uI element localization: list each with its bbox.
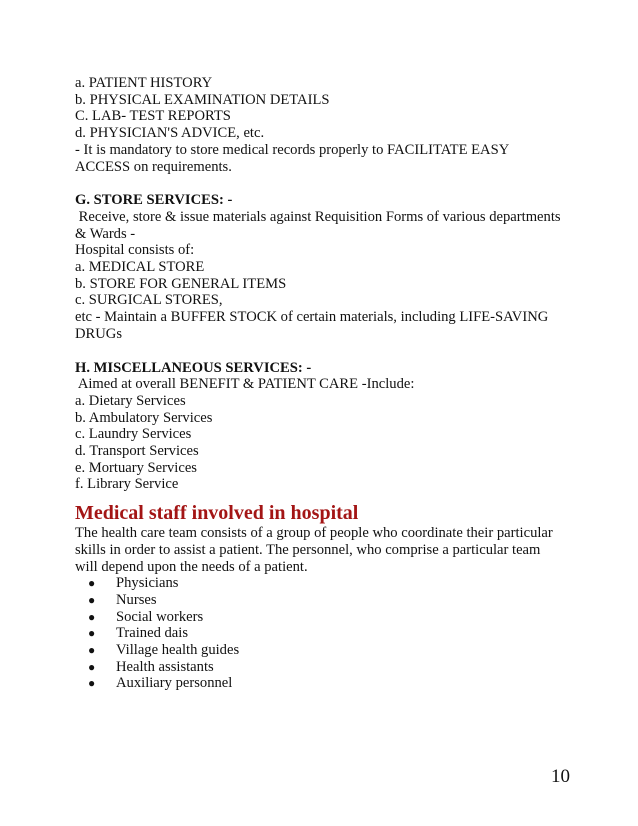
list-item [88, 675, 575, 692]
list-item-label: Health assistants [116, 658, 214, 675]
misc-item: d. Transport Services [75, 443, 199, 460]
misc-item: e. Mortuary Services [75, 459, 197, 476]
store-note-line: etc - Maintain a BUFFER STOCK of certain materials, including LIFE-SAVING [75, 309, 549, 326]
records-item: C. LAB- TEST REPORTS [75, 108, 231, 125]
records-item: a. PATIENT HISTORY [75, 75, 213, 91]
misc-item: b. Ambulatory Services [75, 409, 213, 426]
bullet-icon: ● [88, 609, 96, 624]
store-services-desc-line: & Wards - [75, 225, 136, 242]
store-services-desc-line: Receive, store & issue materials against Requisition Forms of various departments [75, 208, 561, 225]
list-item [88, 609, 575, 626]
records-note-line: - It is mandatory to store medical records properly to FACILITATE EASY [75, 141, 510, 158]
medical-staff-para-line: will depend upon the needs of a patient. [75, 558, 308, 575]
bullet-icon: ● [88, 626, 96, 641]
records-item: b. PHYSICAL EXAMINATION DETAILS [75, 91, 330, 108]
list-item [88, 642, 575, 659]
store-services-consists: Hospital consists of: [75, 242, 195, 259]
paragraph-gap [75, 175, 575, 192]
misc-item: c. Laundry Services [75, 426, 192, 443]
page-number: 10 [551, 766, 570, 787]
list-item [88, 659, 575, 676]
medical-staff-title: Medical staff involved in hospital [75, 502, 359, 525]
misc-services-heading: H. MISCELLANEOUS SERVICES: - [75, 359, 312, 376]
list-item-label: Auxiliary personnel [116, 675, 233, 692]
paragraph-gap [75, 343, 575, 360]
list-item-label: Physicians [116, 575, 179, 592]
bullet-icon: ● [88, 676, 96, 691]
list-item [88, 592, 575, 609]
bullet-icon: ● [88, 592, 96, 607]
bullet-icon: ● [88, 643, 96, 658]
list-item-label: Nurses [116, 591, 157, 608]
list-item-label: Trained dais [116, 625, 189, 642]
misc-item: f. Library Service [75, 476, 179, 493]
misc-item: a. Dietary Services [75, 392, 186, 409]
page-content [75, 75, 575, 692]
records-item: d. PHYSICIAN'S ADVICE, etc. [75, 125, 265, 142]
misc-services-desc: Aimed at overall BENEFIT & PATIENT CARE -Include: [75, 376, 415, 393]
store-note-line: DRUGs [75, 325, 123, 342]
list-item-label: Social workers [116, 608, 204, 625]
store-item: c. SURGICAL STORES, [75, 292, 223, 309]
medical-staff-list [75, 575, 575, 692]
bullet-icon: ● [88, 659, 96, 674]
store-item: b. STORE FOR GENERAL ITEMS [75, 275, 287, 292]
list-item [88, 575, 575, 592]
bullet-icon: ● [88, 576, 96, 591]
list-item-label: Village health guides [116, 642, 240, 659]
list-item [88, 625, 575, 642]
store-services-heading: G. STORE SERVICES: - [75, 192, 233, 209]
medical-staff-para-line: skills in order to assist a patient. The personnel, who comprise a particular team [75, 541, 541, 558]
medical-staff-para-line: The health care team consists of a group of people who coordinate their particular [75, 525, 553, 542]
store-item: a. MEDICAL STORE [75, 259, 205, 276]
records-note-line: ACCESS on requirements. [75, 158, 232, 175]
